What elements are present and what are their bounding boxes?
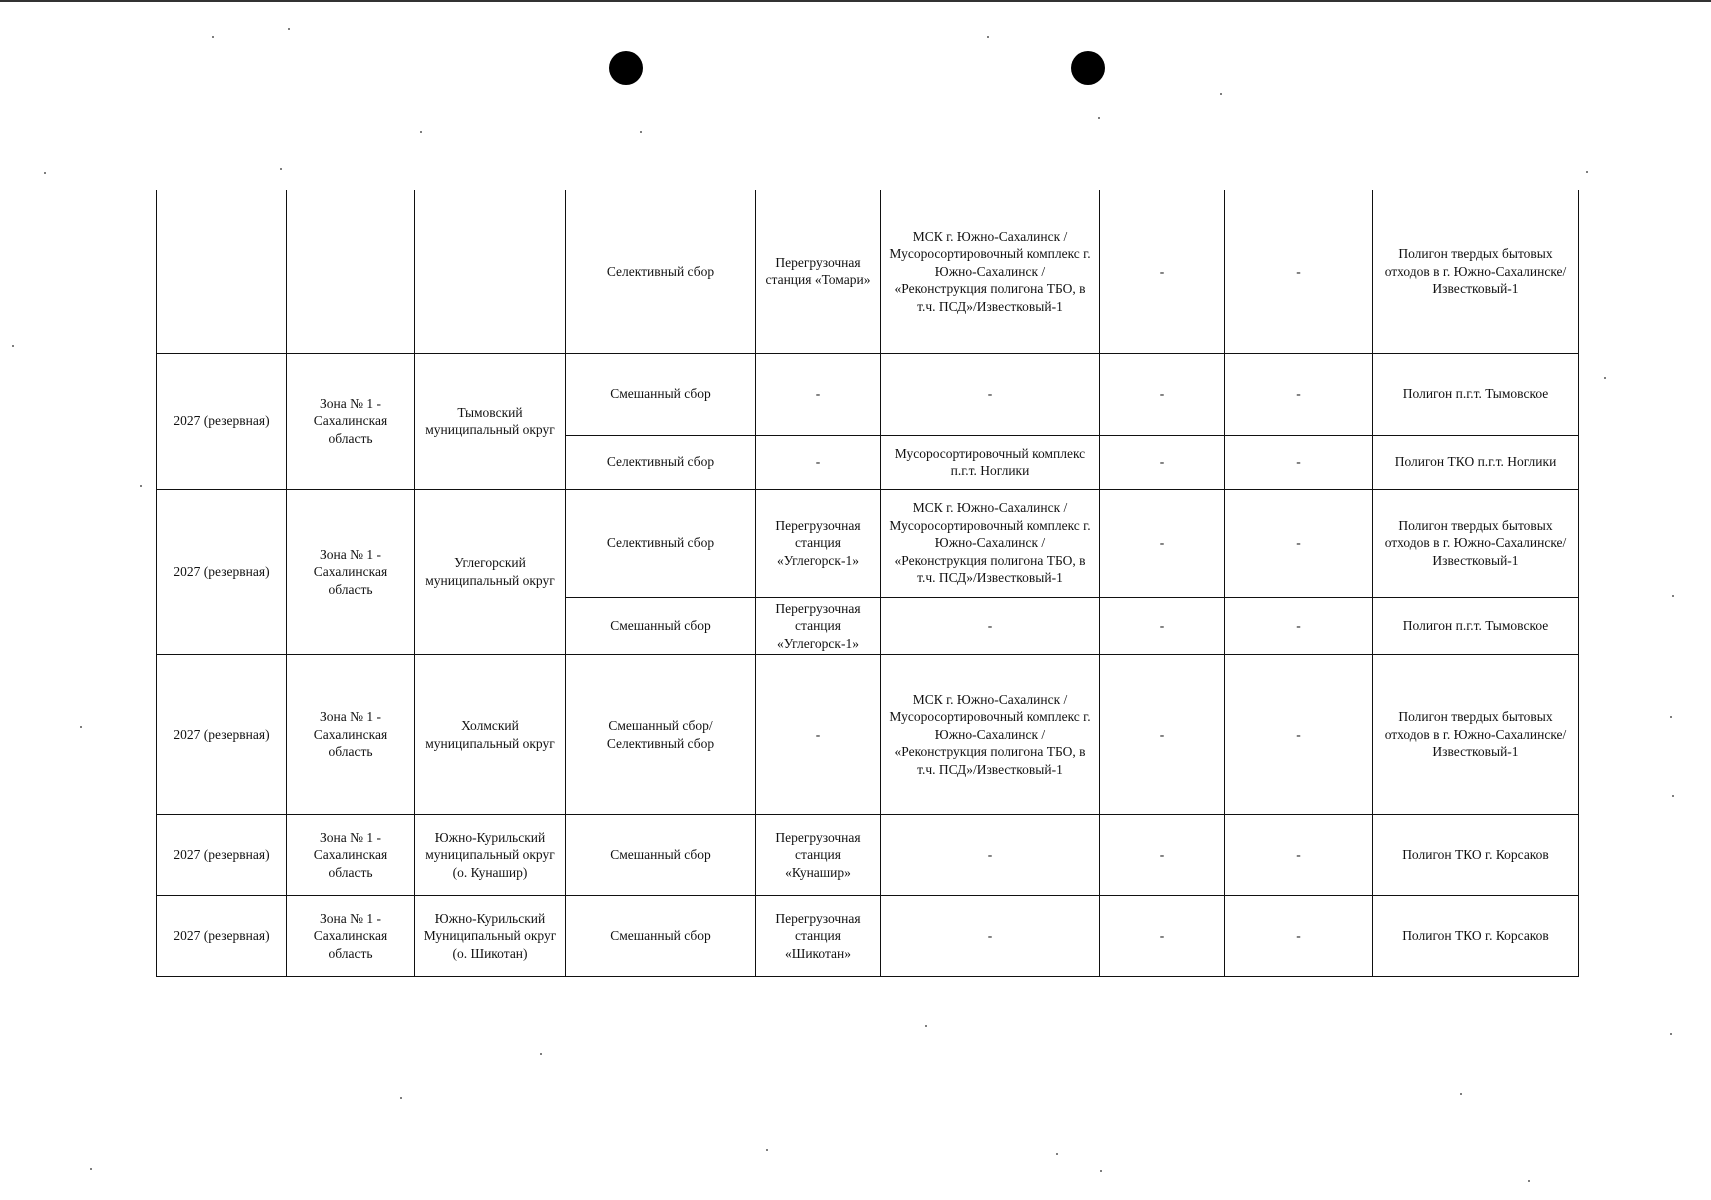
scan-speck: [1528, 1180, 1530, 1182]
punch-hole-right: [1071, 51, 1105, 85]
table-cell-collection-type: Смешанный сбор: [566, 815, 756, 896]
scan-speck: [212, 36, 214, 38]
table-cell-dash: -: [1100, 815, 1225, 896]
table-cell-transfer-station: -: [756, 353, 881, 435]
table-cell-processing: МСК г. Южно-Сахалинск / Мусоросортировочный комплекс г. Южно-Сахалинск / «Реконструкция полигона ТБО, в т.ч. ПСД»/Известковый-1: [881, 655, 1100, 815]
table-cell-zone: Зона № 1 - Сахалинская область: [287, 489, 415, 655]
table-cell-zone: Зона № 1 - Сахалинская область: [287, 815, 415, 896]
scan-speck: [1220, 93, 1222, 95]
table-row: [157, 489, 1579, 597]
table-cell-collection-type: Смешанный сбор: [566, 597, 756, 655]
scan-speck: [420, 131, 422, 133]
table-cell-district: Южно-Курильский Муниципальный округ (о. Шикотан): [415, 896, 566, 977]
table-cell-dash: -: [1225, 489, 1373, 597]
table-cell-dash: -: [1100, 655, 1225, 815]
table-cell-landfill: Полигон твердых бытовых отходов в г. Южно-Сахалинске/Известковый-1: [1373, 489, 1579, 597]
table-cell-collection-type: Смешанный сбор/ Селективный сбор: [566, 655, 756, 815]
table-cell-year: 2027 (резервная): [157, 896, 287, 977]
table-cell-dash: -: [1225, 815, 1373, 896]
scan-speck: [1100, 1170, 1102, 1172]
scan-speck: [288, 28, 290, 30]
table-cell-processing: -: [881, 815, 1100, 896]
table-cell-transfer-station: -: [756, 435, 881, 489]
scan-speck: [1460, 1093, 1462, 1095]
table-cell-collection-type: Селективный сбор: [566, 190, 756, 353]
scan-speck: [540, 1053, 542, 1055]
table-cell-landfill: Полигон ТКО г. Корсаков: [1373, 815, 1579, 896]
table-cell-district: Холмский муниципальный округ: [415, 655, 566, 815]
scan-speck: [1098, 117, 1100, 119]
scan-speck: [1672, 795, 1674, 797]
table-cell-zone: Зона № 1 - Сахалинская область: [287, 353, 415, 489]
table-cell-collection-type: Смешанный сбор: [566, 353, 756, 435]
table-cell-landfill: Полигон ТКО г. Корсаков: [1373, 896, 1579, 977]
table-cell-dash: -: [1100, 489, 1225, 597]
scan-speck: [1586, 171, 1588, 173]
table-cell-zone: [287, 190, 415, 353]
table-cell-dash: -: [1225, 597, 1373, 655]
table-cell-dash: -: [1100, 353, 1225, 435]
table-cell-dash: -: [1100, 435, 1225, 489]
table-cell-district: Тымовский муниципальный округ: [415, 353, 566, 489]
table-cell-dash: -: [1225, 190, 1373, 353]
scan-speck: [640, 131, 642, 133]
table-cell-landfill: Полигон п.г.т. Тымовское: [1373, 597, 1579, 655]
table-cell-dash: -: [1100, 597, 1225, 655]
table-row: [157, 190, 1579, 353]
table-cell-processing: -: [881, 353, 1100, 435]
table-row: [157, 353, 1579, 435]
scan-speck: [140, 485, 142, 487]
table-cell-dash: -: [1225, 353, 1373, 435]
table-cell-year: [157, 190, 287, 353]
table-cell-landfill: Полигон ТКО п.г.т. Ноглики: [1373, 435, 1579, 489]
scan-speck: [1670, 1033, 1672, 1035]
scan-speck: [80, 726, 82, 728]
scan-speck: [1670, 716, 1672, 718]
scan-speck: [12, 345, 14, 347]
table-cell-landfill: Полигон п.г.т. Тымовское: [1373, 353, 1579, 435]
scan-speck: [280, 168, 282, 170]
table-cell-zone: Зона № 1 - Сахалинская область: [287, 896, 415, 977]
table-cell-dash: -: [1100, 190, 1225, 353]
table-row: [157, 815, 1579, 896]
scan-speck: [400, 1097, 402, 1099]
table-cell-year: 2027 (резервная): [157, 655, 287, 815]
scan-speck: [44, 172, 46, 174]
waste-routing-table: [156, 190, 1579, 977]
table-cell-processing: МСК г. Южно-Сахалинск / Мусоросортировочный комплекс г. Южно-Сахалинск / «Реконструкция полигона ТБО, в т.ч. ПСД»/Известковый-1: [881, 489, 1100, 597]
table-cell-dash: -: [1225, 655, 1373, 815]
scan-speck: [1056, 1153, 1058, 1155]
table-cell-transfer-station: -: [756, 655, 881, 815]
scan-speck: [925, 1025, 927, 1027]
table-row: [157, 655, 1579, 815]
scan-speck: [987, 36, 989, 38]
scan-speck: [766, 1149, 768, 1151]
table-cell-dash: -: [1225, 435, 1373, 489]
table-cell-collection-type: Селективный сбор: [566, 435, 756, 489]
table-cell-transfer-station: Перегрузочная станция «Кунашир»: [756, 815, 881, 896]
table-cell-district: [415, 190, 566, 353]
table-cell-collection-type: Селективный сбор: [566, 489, 756, 597]
table-cell-processing: -: [881, 597, 1100, 655]
table-cell-dash: -: [1100, 896, 1225, 977]
scan-top-edge: [0, 0, 1711, 2]
table-cell-collection-type: Смешанный сбор: [566, 896, 756, 977]
table-cell-year: 2027 (резервная): [157, 489, 287, 655]
scan-speck: [1672, 595, 1674, 597]
table-cell-landfill: Полигон твердых бытовых отходов в г. Южно-Сахалинске/Известковый-1: [1373, 190, 1579, 353]
punch-hole-left: [609, 51, 643, 85]
table-cell-landfill: Полигон твердых бытовых отходов в г. Южно-Сахалинске/Известковый-1: [1373, 655, 1579, 815]
table-cell-transfer-station: Перегрузочная станция «Томари»: [756, 190, 881, 353]
table-cell-district: Углегорский муниципальный округ: [415, 489, 566, 655]
table-cell-processing: -: [881, 896, 1100, 977]
table-cell-zone: Зона № 1 - Сахалинская область: [287, 655, 415, 815]
table-cell-processing: Мусоросортировочный комплекс п.г.т. Ноглики: [881, 435, 1100, 489]
scan-speck: [1604, 377, 1606, 379]
table-cell-year: 2027 (резервная): [157, 815, 287, 896]
table-cell-transfer-station: Перегрузочная станция «Шикотан»: [756, 896, 881, 977]
table-cell-transfer-station: Перегрузочная станция «Углегорск-1»: [756, 489, 881, 597]
table-cell-processing: МСК г. Южно-Сахалинск / Мусоросортировочный комплекс г. Южно-Сахалинск / «Реконструкция полигона ТБО, в т.ч. ПСД»/Известковый-1: [881, 190, 1100, 353]
table-row: [157, 896, 1579, 977]
table-cell-district: Южно-Курильский муниципальный округ (о. Кунашир): [415, 815, 566, 896]
scan-speck: [90, 1168, 92, 1170]
table-cell-dash: -: [1225, 896, 1373, 977]
table-cell-transfer-station: Перегрузочная станция «Углегорск-1»: [756, 597, 881, 655]
table-cell-year: 2027 (резервная): [157, 353, 287, 489]
